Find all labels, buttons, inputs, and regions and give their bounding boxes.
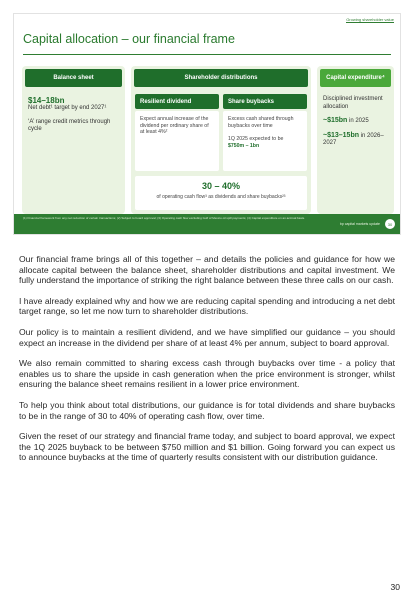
paragraph-5: To help you think about total distributions, our guidance is for total dividends and share buybacks to be in the range of 30 to 40% of operating cash flow, over time. xyxy=(19,399,395,421)
slide-footer xyxy=(14,214,400,234)
paragraph-1: Our financial frame brings all of this together – and details the policies and guidance for how we allocate capital between the balance sheet, shareholder distributions and capital investment. We fully understand the importance of striking the right balance between these three calls on our cash. xyxy=(19,254,395,286)
balance-sheet-header: Balance sheet xyxy=(25,69,122,87)
footnotes: (1) Financial framework from any net reduction of certain transactions; (2) Subject to board approval; (3) Operating cash flow excluding Gulf of Mexico oil spill payments; (4) Capital expenditure on an accrual basis. xyxy=(23,216,305,220)
shareholder-distributions-panel xyxy=(131,66,311,214)
net-debt-target: Net debt¹ target by end 2027¹ xyxy=(28,105,107,111)
paragraph-4: We also remain committed to sharing excess cash through buybacks over time - a policy that enables us to share the upside in cash generation when the price environment is stronger, whilst ensuring the balance sheet remains resilient in a lower price environment. xyxy=(19,358,395,390)
paragraph-6: Given the reset of our strategy and financial frame today, and subject to board approval, we expect the 1Q 2025 buyback to be between $750 million and $1 billion. Going forward you can expect us to announce buybacks at the time of quarterly results consistent with our distribution guidance. xyxy=(19,431,395,463)
page-number: 30 xyxy=(390,582,400,592)
paragraph-3: Our policy is to maintain a resilient dividend, and we have simplified our guidance – you should expect an increase in the dividend per share of at least 4% per annum, subject to board approval. xyxy=(19,326,395,348)
transcript-body xyxy=(19,254,395,473)
capital-expenditure-header: Capital expenditure⁴ xyxy=(320,69,391,87)
share-buybacks-header: Share buybacks xyxy=(223,94,307,109)
capex-2025 xyxy=(323,117,391,126)
capex-2026-2027-value: ~$13–15bn xyxy=(323,131,359,139)
capital-expenditure-panel xyxy=(317,66,394,214)
distribution-range-box xyxy=(135,176,307,210)
capex-2026-2027-period: in 2026–2027 xyxy=(323,132,384,146)
buyback-guidance xyxy=(228,136,302,149)
capital-expenditure-content xyxy=(323,96,391,154)
net-debt-range: $14–18bn xyxy=(28,96,65,105)
resilient-dividend-text: Expect annual increase of the dividend per ordinary share of at least 4%² xyxy=(140,116,209,135)
buyback-guidance-label: 1Q 2025 expected to be xyxy=(228,136,284,142)
share-buybacks-box xyxy=(223,111,307,171)
distribution-range: 30 – 40% xyxy=(201,181,241,191)
capex-allocation: Disciplined investment allocation xyxy=(323,96,383,110)
credit-metrics: ‘A’ range credit metrics through cycle xyxy=(28,118,111,132)
capex-2026-2027 xyxy=(323,132,391,148)
capex-2025-value: ~$15bn xyxy=(323,117,348,124)
title-divider xyxy=(23,54,391,55)
slide-title: Capital allocation – our financial frame xyxy=(23,32,235,46)
slide xyxy=(13,13,401,235)
paragraph-2: I have already explained why and how we are reducing capital spending and introducing a net debt target range, so let me now turn to shareholder distributions. xyxy=(19,295,395,317)
resilient-dividend-header: Resilient dividend xyxy=(135,94,219,109)
footer-brand: bp capital markets update xyxy=(339,222,380,226)
share-buybacks-text: Excess cash shared through buybacks over time xyxy=(228,116,294,129)
slide-number: 30 xyxy=(385,219,395,229)
capex-2025-period: in 2025 xyxy=(347,118,369,124)
balance-sheet-panel xyxy=(22,66,125,214)
shareholder-distributions-header: Shareholder distributions xyxy=(134,69,308,87)
slide-tag: Growing shareholder value xyxy=(346,17,394,22)
buyback-guidance-value: $750m – 1bn xyxy=(228,142,260,149)
resilient-dividend-box xyxy=(135,111,219,171)
distribution-description: of operating cash flow³ as dividends and share buybacks²³ xyxy=(156,194,286,200)
balance-sheet-content xyxy=(28,96,120,140)
